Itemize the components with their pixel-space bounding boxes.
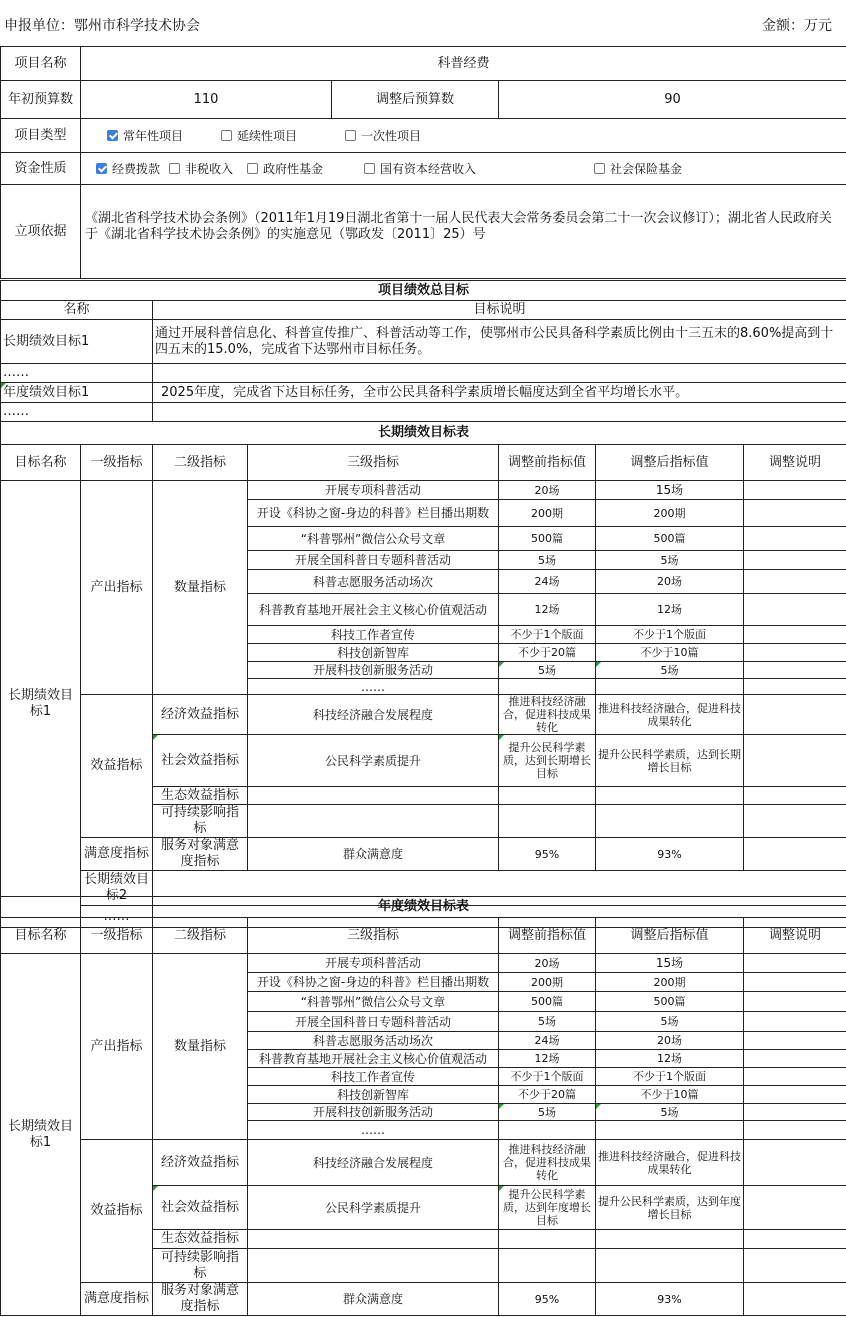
annual-goal-desc: 2025年度，完成省下达目标任务，全市公民具备科学素质增长幅度达到全省平均增长水平。 [153,383,846,403]
at-row-after [596,1121,744,1140]
long-term-table [0,421,846,928]
lt-row-note [744,481,846,500]
fund-nature-option-label: 国有资本经营收入 [380,161,477,176]
project-name-value: 科普经费 [81,47,846,81]
col-note: 调整说明 [744,445,846,481]
at-row-note [744,1086,846,1104]
annual-table [0,896,846,1316]
lt-row-before: 不少于20篇 [499,644,596,662]
at-row-before: 5场 [499,1012,596,1032]
project-type-option-label: 常年性项目 [123,128,184,143]
overall-name-header: 名称 [1,301,153,320]
initial-budget-value: 110 [81,81,332,119]
report-header [0,0,846,46]
basis-text: 《湖北省科学技术协会条例》（2011年1月19日湖北省第十一届人民代表大会常务委员会第二十一次会议修订）；湖北省人民政府关于《湖北省科学技术协会条例》的实施意见（鄂政发〔2011〕25）号 [81,185,846,279]
lt-row-before: 500篇 [499,527,596,551]
at-social-after: 提升公民科学素质，达到年度增长目标 [596,1186,744,1230]
lt-row-note [744,662,846,679]
empty-cell [596,1249,744,1283]
at-sustain: 可持续影响指标 [153,1249,248,1283]
project-type-option-label: 延续性项目 [237,128,298,143]
lt-row-before: 不少于1个版面 [499,626,596,644]
fund-nature-option-label: 社会保险基金 [610,161,683,176]
col-level3: 三级指标 [248,445,499,481]
at-row-before: 24场 [499,1032,596,1050]
at-econ-name: 科技经济融合发展程度 [248,1140,499,1186]
empty-cell [248,787,499,805]
at-row-before: 不少于20篇 [499,1086,596,1104]
lt-sat-note [744,838,846,871]
fund-nature-option-4[interactable] [594,162,682,176]
at-row-name: 科普教育基地开展社会主义核心价值观活动 [248,1050,499,1068]
at-row-note [744,1068,846,1086]
at-row-name: 开展科技创新服务活动 [248,1104,499,1121]
at-quantity: 数量指标 [153,954,248,1140]
lt-row-note [744,644,846,662]
lt-row-name: 开展科技创新服务活动 [248,662,499,679]
at-social: 社会效益指标 [153,1186,248,1230]
at-target1: 长期绩效目标1 [1,954,81,1316]
empty-cell [596,1230,744,1249]
at-row-after: 500篇 [596,992,744,1012]
project-type-option-2[interactable] [345,129,421,143]
fund-nature-options [81,153,846,185]
col-before: 调整前指标值 [499,445,596,481]
at-row-note [744,1012,846,1032]
lt-econ: 经济效益指标 [153,695,248,735]
lt-row-after: 500篇 [596,527,744,551]
empty-cell [744,1249,846,1283]
project-type-option-0[interactable] [107,129,183,143]
at-row-after: 5场 [596,1104,744,1121]
project-name-label: 项目名称 [1,47,81,81]
lt-econ-before: 推进科技经济融合，促进科技成果转化 [499,695,596,735]
lt-row-before [499,679,596,695]
fund-nature-option-label: 经费拨款 [112,161,161,176]
at-social-name: 公民科学素质提升 [248,1186,499,1230]
overall-empty-cell [153,403,846,422]
col-level2: 二级指标 [153,445,248,481]
col-after: 调整后指标值 [596,918,744,954]
col-target: 目标名称 [1,918,81,954]
checkbox-icon [96,163,107,174]
lt-benefit: 效益指标 [81,695,153,838]
initial-budget-label: 年初预算数 [1,81,81,119]
at-output: 产出指标 [81,954,153,1140]
at-econ: 经济效益指标 [153,1140,248,1186]
at-row-after: 12场 [596,1050,744,1068]
lt-row-after [596,679,744,695]
col-level1: 一级指标 [81,918,153,954]
overall-goals-table [0,280,846,422]
col-note: 调整说明 [744,918,846,954]
lt-row-name: 开展全国科普日专题科普活动 [248,551,499,570]
fund-nature-option-1[interactable] [169,162,233,176]
lt-econ-after: 推进科技经济融合，促进科技成果转化 [596,695,744,735]
basic-info-table [0,46,846,279]
empty-cell [248,1249,499,1283]
lt-row-after: 5场 [596,662,744,679]
lt-quantity: 数量指标 [153,481,248,695]
long-term-goal-desc: 通过开展科普信息化、科普宣传推广、科普活动等工作，使鄂州市公民具备科学素质比例由十三五末的8.60%提高到十四五末的15.0%，完成省下达鄂州市目标任务。 [153,320,846,364]
lt-ellipsis: …… [81,906,153,928]
lt-row-note [744,679,846,695]
lt-row-note [744,570,846,594]
lt-output: 产出指标 [81,481,153,695]
at-sat-before: 95% [499,1283,596,1316]
at-row-name: 开设《科协之窗-身边的科普》栏目播出期数 [248,973,499,992]
lt-econ-name: 科技经济融合发展程度 [248,695,499,735]
at-row-before: 200期 [499,973,596,992]
lt-social-before: 提升公民科学素质，达到长期增长目标 [499,735,596,787]
at-row-name: …… [248,1121,499,1140]
at-service: 服务对象满意度指标 [153,1283,248,1316]
checkbox-icon [364,163,375,174]
unit-label: 申报单位： [4,18,74,34]
fund-nature-option-2[interactable] [247,162,323,176]
checkbox-icon [107,130,118,141]
adjusted-budget-value: 90 [499,81,846,119]
lt-row-name: 科技工作者宣传 [248,626,499,644]
empty-cell [596,787,744,805]
lt-row-after: 200期 [596,500,744,527]
lt-eco: 生态效益指标 [153,787,248,805]
fund-nature-option-label: 政府性基金 [263,161,324,176]
lt-row-name: 科普教育基地开展社会主义核心价值观活动 [248,594,499,626]
empty-cell [744,1230,846,1249]
lt-row-after: 15场 [596,481,744,500]
col-level2: 二级指标 [153,918,248,954]
at-sat-note [744,1283,846,1316]
at-row-before: 5场 [499,1104,596,1121]
at-row-note [744,1032,846,1050]
at-benefit: 效益指标 [81,1140,153,1283]
at-row-name: 开展全国科普日专题科普活动 [248,1012,499,1032]
at-row-before: 20场 [499,954,596,973]
lt-row-before: 20场 [499,481,596,500]
at-row-after: 20场 [596,1032,744,1050]
empty-cell [248,1230,499,1249]
project-type-label: 项目类型 [1,119,81,153]
lt-row-note [744,626,846,644]
at-sat-after: 93% [596,1283,744,1316]
at-row-note [744,1104,846,1121]
checkbox-icon [221,130,232,141]
at-row-name: 开展专项科普活动 [248,954,499,973]
lt-social: 社会效益指标 [153,735,248,787]
lt-sat-before: 95% [499,838,596,871]
annual-goal-label: 年度绩效目标1 [1,383,153,403]
at-row-before: 12场 [499,1050,596,1068]
at-row-name: 科普志愿服务活动场次 [248,1032,499,1050]
empty-cell [744,787,846,805]
at-social-before: 提升公民科学素质，达到年度增长目标 [499,1186,596,1230]
empty-cell [248,805,499,838]
checkbox-icon [247,163,258,174]
adjusted-budget-label: 调整后预算数 [332,81,499,119]
lt-service: 服务对象满意度指标 [153,838,248,871]
lt-satisfaction: 满意度指标 [81,838,153,871]
checkbox-icon [169,163,180,174]
empty-cell [596,805,744,838]
checkbox-icon [345,130,356,141]
lt-row-note [744,551,846,570]
long-term-goal-label: 长期绩效目标1 [1,320,153,364]
fund-nature-option-label: 非税收入 [185,161,234,176]
at-row-note [744,1050,846,1068]
col-level3: 三级指标 [248,918,499,954]
overall-desc-header: 目标说明 [153,301,846,320]
at-row-name: “科普鄂州”微信公众号文章 [248,992,499,1012]
at-sat-name: 群众满意度 [248,1283,499,1316]
fund-nature-label: 资金性质 [1,153,81,185]
fund-nature-option-3[interactable] [364,162,476,176]
lt-row-note [744,500,846,527]
amount-unit: 金额：万元 [762,18,832,34]
lt-sat-after: 93% [596,838,744,871]
annual-table-title: 年度绩效目标表 [1,897,846,918]
project-type-option-1[interactable] [221,129,297,143]
empty-cell [499,1230,596,1249]
unit-value: 鄂州市科学技术协会 [74,18,200,34]
empty-cell [499,1249,596,1283]
at-social-note [744,1186,846,1230]
empty-cell [499,805,596,838]
at-row-after: 200期 [596,973,744,992]
lt-row-name: 开设《科协之窗-身边的科普》栏目播出期数 [248,500,499,527]
lt-row-after: 不少于1个版面 [596,626,744,644]
lt-social-note [744,735,846,787]
col-level1: 一级指标 [81,445,153,481]
lt-social-name: 公民科学素质提升 [248,735,499,787]
lt-row-before: 5场 [499,551,596,570]
fund-nature-option-0[interactable] [96,162,160,176]
lt-sustain: 可持续影响指标 [153,805,248,838]
lt-sat-name: 群众满意度 [248,838,499,871]
at-eco: 生态效益指标 [153,1230,248,1249]
lt-row-before: 200期 [499,500,596,527]
empty-cell [499,787,596,805]
col-target: 目标名称 [1,445,81,481]
at-row-note [744,992,846,1012]
at-row-name: 科技工作者宣传 [248,1068,499,1086]
lt-target2: 长期绩效目标2 [81,871,153,906]
at-row-after: 不少于1个版面 [596,1068,744,1086]
col-before: 调整前指标值 [499,918,596,954]
at-row-name: 科技创新智库 [248,1086,499,1104]
at-row-note [744,954,846,973]
unit-line [4,15,200,35]
overall-ellipsis-2: …… [1,403,153,422]
overall-ellipsis-1: …… [1,364,153,383]
overall-title: 项目绩效总目标 [1,281,846,301]
at-satisfaction: 满意度指标 [81,1283,153,1316]
lt-row-name: …… [248,679,499,695]
lt-row-after: 不少于10篇 [596,644,744,662]
overall-empty-cell [153,364,846,383]
at-row-before: 不少于1个版面 [499,1068,596,1086]
lt-econ-note [744,695,846,735]
lt-row-name: 科普志愿服务活动场次 [248,570,499,594]
project-type-option-label: 一次性项目 [361,128,422,143]
at-econ-note [744,1140,846,1186]
lt-row-note [744,594,846,626]
at-row-before [499,1121,596,1140]
checkbox-icon [594,163,605,174]
at-econ-after: 推进科技经济融合，促进科技成果转化 [596,1140,744,1186]
at-row-note [744,1121,846,1140]
lt-row-before: 5场 [499,662,596,679]
at-row-after: 5场 [596,1012,744,1032]
at-row-after: 不少于10篇 [596,1086,744,1104]
project-type-options [81,119,846,153]
at-row-after: 15场 [596,954,744,973]
lt-row-name: 科技创新智库 [248,644,499,662]
at-econ-before: 推进科技经济融合，促进科技成果转化 [499,1140,596,1186]
empty-cell [744,805,846,838]
lt-row-name: 开展专项科普活动 [248,481,499,500]
lt-row-note [744,527,846,551]
lt-social-after: 提升公民科学素质，达到长期增长目标 [596,735,744,787]
lt-row-after: 12场 [596,594,744,626]
lt-row-before: 12场 [499,594,596,626]
lt-target1: 长期绩效目标1 [1,481,81,928]
col-after: 调整后指标值 [596,445,744,481]
basis-label: 立项依据 [1,185,81,279]
lt-row-before: 24场 [499,570,596,594]
at-row-note [744,973,846,992]
long-term-table-title: 长期绩效目标表 [1,422,846,445]
at-row-before: 500篇 [499,992,596,1012]
lt-row-after: 5场 [596,551,744,570]
lt-row-after: 20场 [596,570,744,594]
lt-row-name: “科普鄂州”微信公众号文章 [248,527,499,551]
